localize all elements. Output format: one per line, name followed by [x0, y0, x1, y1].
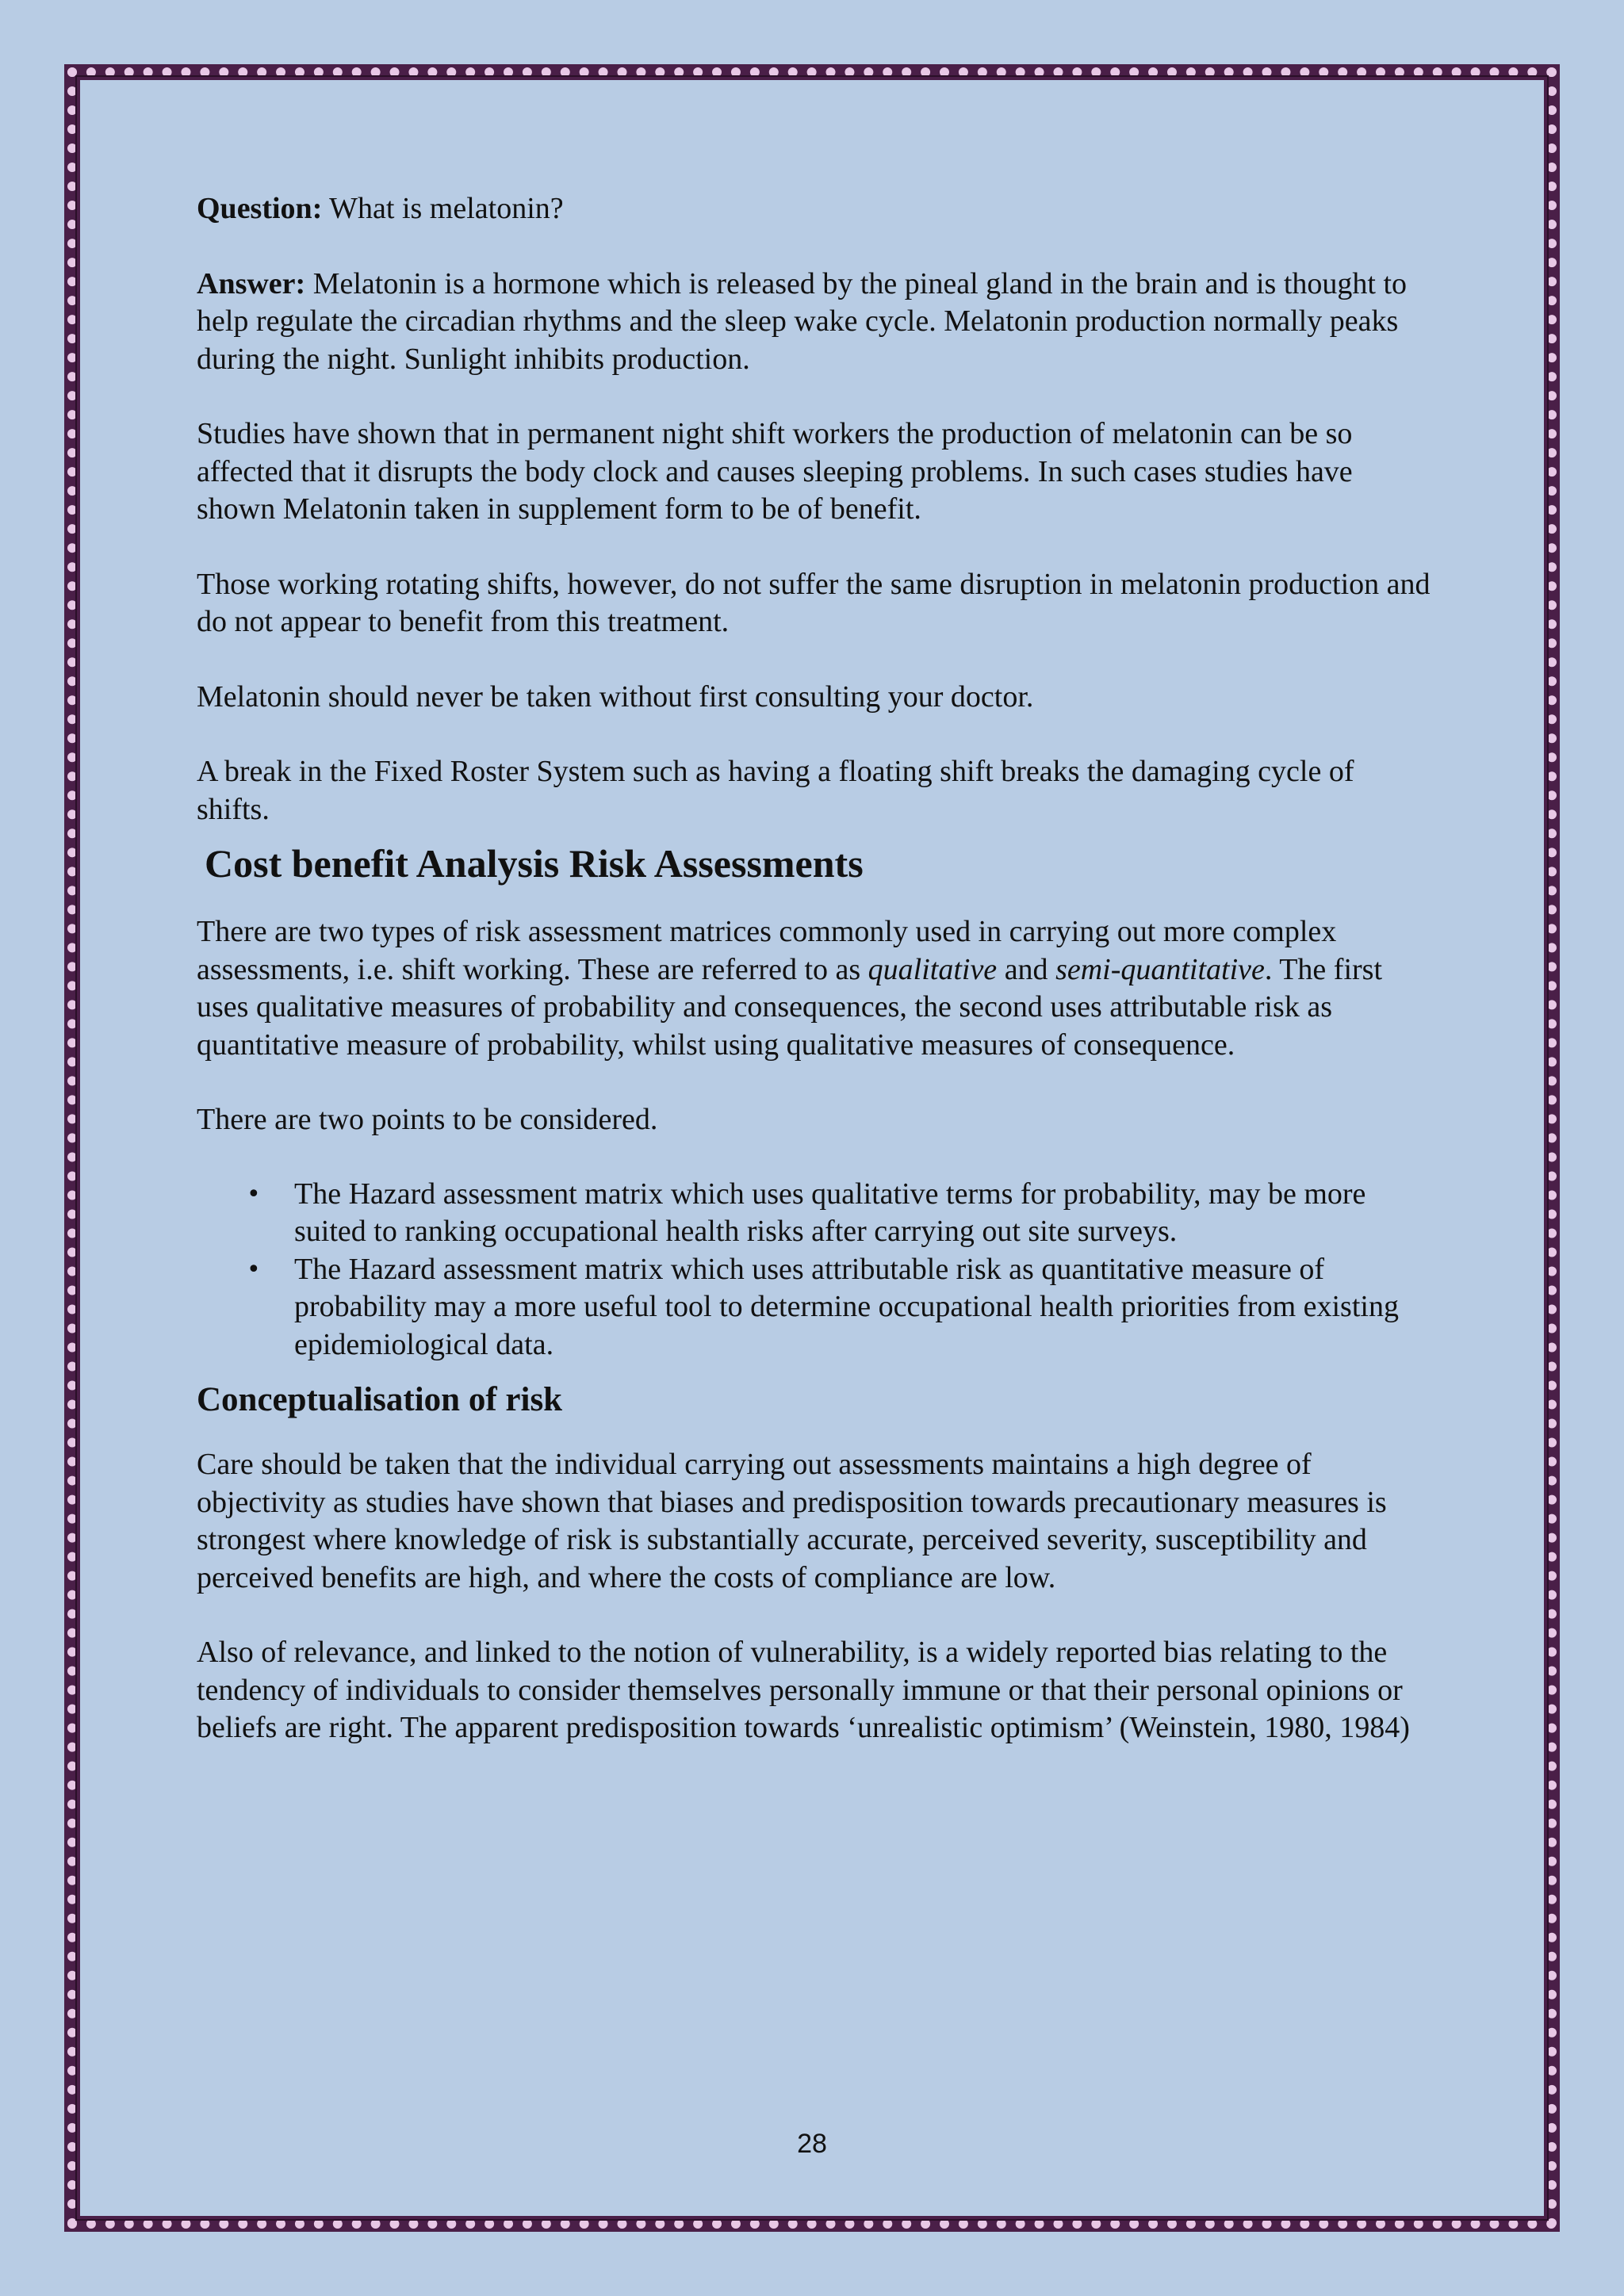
paragraph-fixed-roster: A break in the Fixed Roster System such as having a floating shift breaks the damaging cycle of shifts.	[197, 755, 1354, 826]
answer-label: Answer:	[197, 266, 306, 300]
paragraph-consult-doctor: Melatonin should never be taken without first consulting your doctor.	[197, 679, 1034, 714]
bullet-icon: •	[247, 1255, 261, 1284]
term-semi-quantitative: semi-quantitative	[1055, 952, 1265, 986]
question-paragraph	[197, 190, 1434, 228]
answer-text: Melatonin is a hormone which is released by the pineal gland in the brain and is thought to help regulate the circadian rhythms and the sleep wake cycle. Melatonin production normally peaks during the night. Sunlight inhibits production.	[197, 266, 1408, 376]
term-qualitative: qualitative	[868, 952, 998, 986]
risk-matrices-text-3: . The first uses qualitative measures of probability and consequences, the second uses attributable risk as quantitative measure of probability, whilst using qualitative measures of consequence.	[197, 952, 1383, 1062]
risk-matrices-text-1: There are two types of risk assessment matrices commonly used in carrying out more complex assessments, i.e. shift working. These are referred to as	[197, 915, 1337, 986]
paragraph-night-shift-studies: Studies have shown that in permanent night shift workers the production of melatonin can be so affected that it disrupts the body clock and causes sleeping problems. In such cases studies have shown Melatonin taken in supplement form to be of benefit.	[197, 417, 1353, 526]
list-item-text: The Hazard assessment matrix which uses attributable risk as quantitative measure of probability may a more useful tool to determine occupational health priorities from existing epidemiological data.	[294, 1252, 1399, 1361]
question-text: What is melatonin?	[322, 192, 564, 225]
paragraph-objectivity: Care should be taken that the individual carrying out assessments maintains a high degree of objectivity as studies have shown that biases and predisposition towards precautionary measures is strongest where knowledge of risk is substantially accurate, perceived severity, susceptibility and perceived benefits are high, and where the costs of compliance are low.	[197, 1448, 1387, 1594]
list-item	[247, 1251, 1434, 1364]
paragraph-points-intro: There are two points to be considered.	[197, 1103, 658, 1136]
question-label: Question:	[197, 192, 323, 225]
points-list	[197, 1176, 1434, 1364]
page-number: 28	[797, 2129, 827, 2159]
list-item	[247, 1176, 1434, 1251]
paragraph-risk-matrices	[197, 913, 1434, 1064]
paragraph-unrealistic-optimism: Also of relevance, and linked to the notion of vulnerability, is a widely reported bias relating to the tendency of individuals to consider themselves personally immune or that their personal opinions or beliefs are right. The apparent predisposition towards ‘unrealistic optimism’ (Weinstein, 1980, 1984)	[197, 1636, 1410, 1744]
heading-conceptualisation-of-risk: Conceptualisation of risk	[197, 1381, 563, 1418]
bullet-icon: •	[247, 1180, 261, 1208]
paragraph-rotating-shifts: Those working rotating shifts, however, do not suffer the same disruption in melatonin production and do not appear to benefit from this treatment.	[197, 567, 1431, 638]
document-body	[197, 190, 1434, 1747]
answer-paragraph	[197, 266, 1434, 379]
heading-cost-benefit-analysis: Cost benefit Analysis Risk Assessments	[205, 841, 864, 886]
list-item-text: The Hazard assessment matrix which uses qualitative terms for probability, may be more suited to ranking occupational health risks after carrying out site surveys.	[294, 1177, 1366, 1248]
risk-matrices-text-2: and	[997, 952, 1056, 986]
